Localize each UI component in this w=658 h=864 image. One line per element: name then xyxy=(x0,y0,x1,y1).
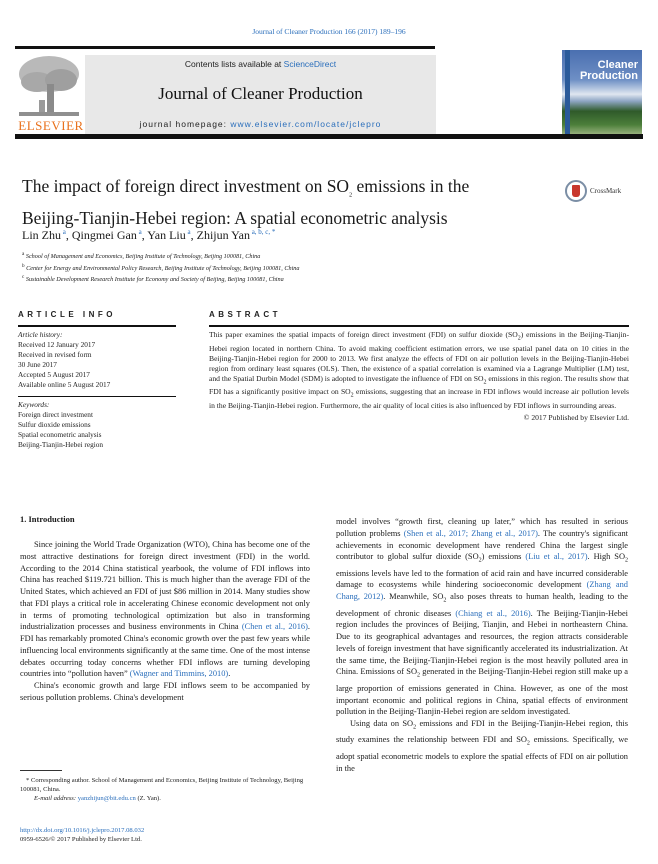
affiliation-text: Center for Energy and Environmental Policy Research, Beijing Institute of Technology, Beijing 100081, China xyxy=(24,264,300,272)
text-segment: generated in the Beijing-Tianjin-Hebei region still make up a large proportion of emissions generated in China. However, as one of the most important economic and political regions in China, spatial effects of environment pollution in the Beijing-Tianjin-Hebei region are seldom investigated. xyxy=(336,667,628,717)
crossmark-button[interactable] xyxy=(565,180,621,202)
history-label: Article history: xyxy=(18,330,63,339)
bottom-rule xyxy=(15,134,643,139)
abstract-segment: This paper examines the spatial impacts of foreign direct investment (FDI) on sulfur dioxide (SO xyxy=(209,330,518,339)
elsevier-wordmark: ELSEVIER xyxy=(18,118,84,133)
doi-link[interactable]: http://dx.doi.org/10.1016/j.jclepro.2017.08.032 xyxy=(20,827,145,834)
abstract-segment: emissions in this region. The results show that FDI has a significantly positive impact on SO xyxy=(209,373,629,397)
cover-title-line1: Cleaner xyxy=(597,59,638,71)
top-rule xyxy=(15,46,435,49)
journal-cover-image[interactable] xyxy=(562,50,642,135)
subscript: 2 xyxy=(625,557,629,564)
corresponding-author-footnote xyxy=(20,776,312,803)
text-segment: . xyxy=(228,669,231,679)
subscript: 2 xyxy=(417,673,421,680)
keyword-item: Beijing-Tianjin-Hebei region xyxy=(18,440,104,449)
text-segment: model involves “growth first, cleaning up later,” which has resulted in serious pollution problems xyxy=(336,517,628,538)
history-item: 30 June 2017 xyxy=(18,360,57,369)
email-line xyxy=(20,794,312,803)
homepage-prefix: journal homepage: xyxy=(139,119,231,129)
history-item: Received 12 January 2017 xyxy=(18,340,96,349)
subscript: 2 xyxy=(413,724,417,731)
author-list: Lin Zhu $^a$, Qingmei Gan $^a$, Yan Liu $^a$, Zhijun Yan $^{a, b, c, *}$ xyxy=(22,228,276,242)
text-segment: . High SO xyxy=(587,552,626,562)
author-affiliation-mark[interactable]: a xyxy=(136,228,142,236)
affiliation-text: Sustainable Development Research Institute for Economy and Society of Beijing, Beijing 100081, China xyxy=(24,276,284,284)
abstract-rule xyxy=(209,325,629,327)
author-name[interactable]: Zhijun Yan xyxy=(196,228,250,242)
crossmark-label: CrossMark xyxy=(590,187,622,195)
homepage-line xyxy=(85,119,436,129)
subscript: 2 xyxy=(350,392,354,399)
author-affiliation-mark[interactable]: a xyxy=(61,228,66,236)
keyword-item: Foreign direct investment xyxy=(18,410,93,419)
text-segment: . Meanwhile, SO xyxy=(383,592,444,602)
email-label: E-mail address: xyxy=(34,795,78,802)
journal-citation-link[interactable]: Journal of Cleaner Production 166 (2017) 189–196 xyxy=(252,27,406,36)
abstract-copyright: © 2017 Published by Elsevier Ltd. xyxy=(523,412,629,422)
journal-masthead xyxy=(15,46,643,136)
doi-block xyxy=(20,826,144,844)
article-title xyxy=(22,175,522,229)
body-paragraph xyxy=(20,539,310,680)
author-name[interactable]: Qingmei Gan xyxy=(71,228,137,242)
history-item: Accepted 5 August 2017 xyxy=(18,370,90,379)
keyword-item: Sulfur dioxide emissions xyxy=(18,420,91,429)
email-suffix: (Z. Yan). xyxy=(135,795,161,802)
text-segment: emissions levels have led to the formation of acid rain and have incurred considerable damage to ecosystems while hindering socioeconomic development xyxy=(336,568,628,590)
subscript: 2 xyxy=(483,379,487,386)
journal-title: Journal of Cleaner Production xyxy=(158,84,363,103)
text-segment: emissions. Specifically, we adopt spatial econometric models to explore the spatial effects of FDI on air pollution in the xyxy=(336,735,628,773)
abstract-segment: ) emissions in the Beijing-Tianjin-Hebei region located in northern China. To avoid making coefficient estimation errors, we use spatial panel data on 10 cities in the Beijing-Tianjin-Hebei region for 2000 to 2013. We first analyze the effects of FDI on air pollution levels in the Beijing-Tianjin-Hebei region from ordinary least squares (OLS). Then, the existence of a spatial correlation is examined via a Lagrange Multiplier (LM) test, and the Spatial Durbin Model (SDM) is adopted to investigate the influence of FDI on SO xyxy=(209,330,629,383)
author-name[interactable]: Yan Liu xyxy=(147,228,186,242)
keywords-rule xyxy=(18,396,176,397)
author-name[interactable]: Lin Zhu xyxy=(22,228,61,242)
text-segment: . FDI has remarkably promoted China's economic growth over the past few years while influencing local environments significantly at the same time. One of the most intense debates occurring today concerns whether FDI inflows are turning developing countries into “pollution haven” xyxy=(20,622,310,679)
body-paragraph: China's economic growth and large FDI inflows seem to be accompanied by serious pollution problems. China's development xyxy=(20,681,310,702)
cover-title-line2: Production xyxy=(579,70,638,82)
abstract-text xyxy=(209,330,629,411)
contents-line xyxy=(85,59,436,69)
reference-link[interactable]: (Liu et al., 2017) xyxy=(525,552,588,562)
cover-stripe xyxy=(565,50,570,135)
journal-info-box xyxy=(85,55,436,134)
keywords-label: Keywords: xyxy=(18,400,50,409)
subscript: 2 xyxy=(517,335,521,342)
body-paragraph xyxy=(336,718,628,774)
reference-link[interactable]: (Wagner and Timmins, 2010) xyxy=(129,669,229,679)
text-segment: Since joining the World Trade Organization (WTO), China has become one of the most attractive destinations for foreign direct investment (FDI) in the world. According to the 2014 China statistical yearbook, the volume of FDI inflows into China has reached $119.721 billion. This is much higher than the average FDI of the United States, which achieved an FDI of just $86 million in 2014. Many studies show that FDI plays a critical role in accelerating Chinese economic development not only in terms of promoting technological optimization but also in transforming industrialization processes and business environments in China xyxy=(20,540,310,632)
homepage-link[interactable]: www.elsevier.com/locate/jclepro xyxy=(230,119,382,129)
title-part1: The impact of foreign direct investment on SO xyxy=(22,176,350,196)
crossmark-icon xyxy=(565,180,587,202)
text-segment: . The country's significant achievements in economic development have rendered China the largest single contributor to global sulfur dioxide (SO xyxy=(336,528,628,562)
reference-link[interactable]: (Chiang et al., 2016) xyxy=(455,608,531,618)
affiliation-item xyxy=(22,262,299,274)
affiliation-item xyxy=(22,273,299,285)
affiliation-text: School of Management and Economics, Beijing Institute of Technology, Beijing 100081, China xyxy=(24,253,261,261)
footnote-rule xyxy=(20,770,62,771)
affiliation-mark: a xyxy=(22,251,25,257)
subscript: 2 xyxy=(526,741,530,748)
issn-line: 0959-6526/© 2017 Published by Elsevier Ltd. xyxy=(20,836,142,843)
body-column-left xyxy=(20,514,310,704)
author-affiliation-mark[interactable]: a, b, c, * xyxy=(249,228,276,236)
section-heading-introduction: 1. Introduction xyxy=(20,514,75,524)
elsevier-logo[interactable] xyxy=(15,54,85,134)
author-affiliation-mark[interactable]: a xyxy=(185,228,191,236)
affiliation-mark: c xyxy=(22,274,25,281)
abstract-heading: ABSTRACT xyxy=(209,310,281,319)
subscript: 2 xyxy=(443,597,447,604)
title-subscript: 2 xyxy=(349,192,353,199)
keyword-item: Spatial econometric analysis xyxy=(18,430,102,439)
affiliation-item xyxy=(22,250,299,262)
text-segment: emissions and FDI in the Beijing-Tianjin-Hebei region, this study examines the relationship between FDI and SO xyxy=(336,719,628,745)
elsevier-tree-icon xyxy=(17,54,81,120)
article-info-panel xyxy=(18,310,176,450)
affiliation-mark: b xyxy=(22,262,25,269)
affiliation-list xyxy=(22,250,299,285)
sciencedirect-link[interactable]: ScienceDirect xyxy=(283,59,337,69)
history-item: Received in revised form xyxy=(18,350,92,359)
reference-link[interactable]: (Chen et al., 2016) xyxy=(241,622,308,632)
text-segment: . The Beijing-Tianjin-Hebei region includes the provinces of Beijing, Tianjin, and Hebei in northeastern China. Due to its geographical advantages and resources, the region attracts considerable levels of foreign investment that have significantly accelerated its industrialization. At the same time, the Beijing-Tianjin-Hebei region is the most heavily polluted area in China. Emissions of SO xyxy=(336,608,628,677)
abstract-panel xyxy=(209,310,629,422)
article-info-rule xyxy=(18,325,176,327)
subscript: 2 xyxy=(478,557,482,564)
cover-title xyxy=(580,60,638,82)
reference-link[interactable]: (Shen et al., 2017; Zhang et al., 2017) xyxy=(403,528,538,538)
abstract-segment: emissions, suggesting that an increase in FDI inflows would increase air pollution levels in the Beijing-Tianjin-Hebei region. Furthermore, the air quality of local cities is also influenced by FDI inflows in surrounding areas. xyxy=(209,387,629,410)
body-column-right xyxy=(336,516,628,774)
footnote-text: * Corresponding author. School of Management and Economics, Beijing Institute of Technology, Beijing 100081, China. xyxy=(20,777,304,793)
reference-link[interactable]: (Zhang and Chang, 2012) xyxy=(336,580,628,602)
text-segment: Using data on SO xyxy=(350,719,414,729)
history-item: Available online 5 August 2017 xyxy=(18,380,111,389)
email-link[interactable]: yanzhijun@bit.edu.cn xyxy=(77,795,136,802)
title-part2: emissions in the Beijing-Tianjin-Hebei region: A spatial econometric analysis xyxy=(22,176,470,228)
contents-prefix: Contents lists available at xyxy=(184,59,284,69)
text-segment: also poses threats to human health, leading to the development of chronic diseases xyxy=(336,592,629,618)
body-paragraph xyxy=(336,516,628,718)
article-info-heading: ARTICLE INFO xyxy=(18,310,116,319)
text-segment: ) emissions xyxy=(481,552,526,562)
